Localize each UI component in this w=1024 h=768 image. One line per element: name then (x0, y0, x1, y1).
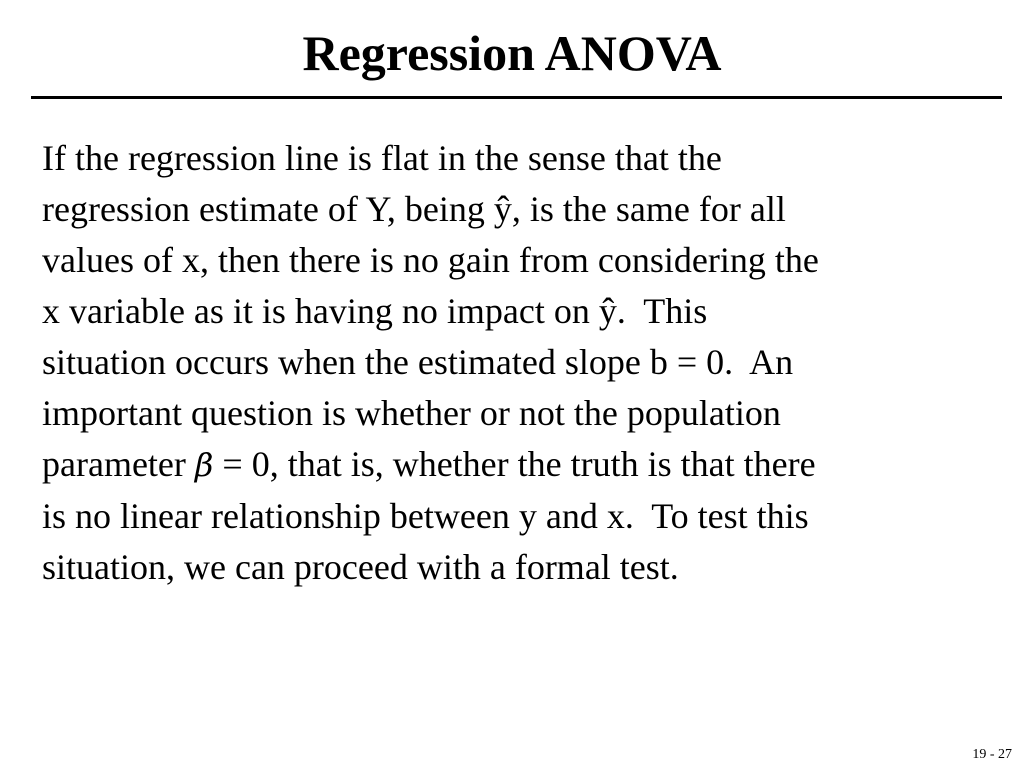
body-line: is no linear relationship between y and x. To test this (42, 496, 809, 536)
page-number: 19 - 27 (972, 747, 1012, 762)
parameter-suffix: = 0, that is, whether the truth is that there (213, 444, 816, 484)
body-line: important question is whether or not the population (42, 393, 781, 433)
body-line: x variable as it is having no impact on ŷ. This (42, 291, 708, 331)
slide-title: Regression ANOVA (302, 25, 722, 81)
body-line-parameter (42, 439, 1002, 491)
beta-symbol: β (194, 446, 214, 484)
body-line: situation occurs when the estimated slope b = 0. An (42, 342, 794, 382)
slide-body-text (42, 133, 1002, 593)
parameter-prefix: parameter (42, 444, 195, 484)
body-line: If the regression line is flat in the sense that the (42, 138, 722, 178)
title-divider (31, 96, 1002, 99)
body-line: situation, we can proceed with a formal test. (42, 547, 679, 587)
body-line: values of x, then there is no gain from considering the (42, 240, 819, 280)
body-line: regression estimate of Y, being ŷ, is the same for all (42, 189, 786, 229)
